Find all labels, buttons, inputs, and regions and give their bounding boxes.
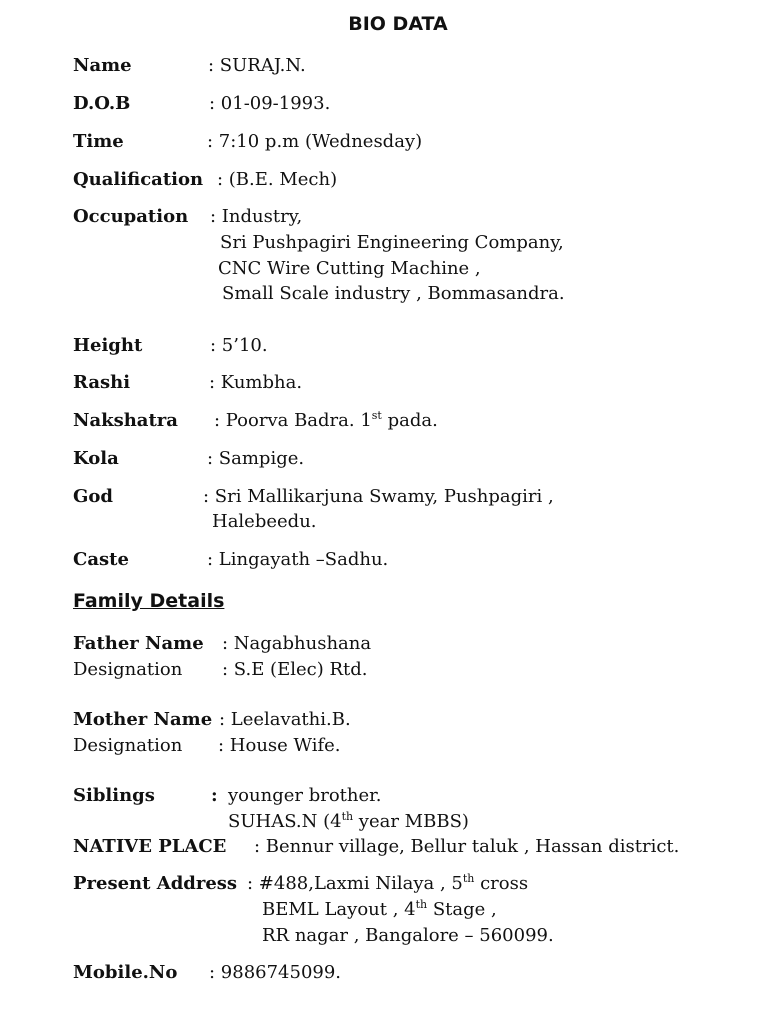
nakshatra-superscript: st bbox=[371, 409, 382, 422]
mobile-value: : 9886745099. bbox=[209, 962, 342, 983]
name-label: Name bbox=[73, 55, 132, 76]
occupation-line-4: Small Scale industry , Bommasandra. bbox=[222, 283, 565, 304]
mother-name-label: Mother Name bbox=[73, 709, 213, 730]
siblings-line-2-text: SUHAS.N (4 bbox=[228, 811, 342, 832]
siblings-line-2 bbox=[228, 811, 469, 833]
siblings-label: Siblings bbox=[73, 785, 155, 806]
name-value: : SURAJ.N. bbox=[208, 55, 306, 76]
occupation-line-3: CNC Wire Cutting Machine , bbox=[218, 258, 481, 279]
dob-value: : 01-09-1993. bbox=[209, 93, 331, 114]
father-name-label: Father Name bbox=[73, 633, 204, 654]
present-address-line-2-text: BEML Layout , 4 bbox=[262, 899, 416, 920]
rashi-value: : Kumbha. bbox=[209, 372, 303, 393]
present-address-line-1-superscript: th bbox=[462, 872, 475, 885]
caste-value: : Lingayath –Sadhu. bbox=[207, 549, 389, 570]
siblings-line-2-tail: year MBBS) bbox=[353, 811, 469, 832]
native-place-label: NATIVE PLACE bbox=[73, 836, 227, 857]
mother-designation-label: Designation bbox=[73, 735, 183, 756]
present-address-label: Present Address bbox=[73, 873, 238, 894]
dob-label: D.O.B bbox=[73, 93, 131, 114]
nakshatra-value bbox=[214, 410, 438, 432]
nakshatra-value-text: : Poorva Badra. 1 bbox=[214, 410, 372, 431]
siblings-superscript: th bbox=[341, 810, 354, 823]
present-address-line-3: RR nagar , Bangalore – 560099. bbox=[262, 925, 554, 946]
caste-label: Caste bbox=[73, 549, 129, 570]
qualification-value: : (B.E. Mech) bbox=[217, 169, 338, 190]
nakshatra-value-tail: pada. bbox=[381, 410, 438, 431]
present-address-line-1-text: : #488,Laxmi Nilaya , 5 bbox=[247, 873, 463, 894]
god-line-1: : Sri Mallikarjuna Swamy, Pushpagiri , bbox=[203, 486, 554, 507]
kola-value: : Sampige. bbox=[207, 448, 305, 469]
kola-label: Kola bbox=[73, 448, 119, 469]
height-label: Height bbox=[73, 335, 143, 356]
god-label: God bbox=[73, 486, 113, 507]
father-designation-label: Designation bbox=[73, 659, 183, 680]
god-line-2: Halebeedu. bbox=[212, 511, 317, 532]
height-value: : 5’10. bbox=[210, 335, 268, 356]
native-place-value: : Bennur village, Bellur taluk , Hassan district. bbox=[254, 836, 680, 857]
rashi-label: Rashi bbox=[73, 372, 131, 393]
father-name-value: : Nagabhushana bbox=[222, 633, 372, 654]
present-address-line-2 bbox=[262, 899, 497, 921]
occupation-label: Occupation bbox=[73, 206, 189, 227]
time-value: : 7:10 p.m (Wednesday) bbox=[207, 131, 423, 152]
siblings-colon: : bbox=[211, 785, 218, 806]
father-designation-value: : S.E (Elec) Rtd. bbox=[222, 659, 368, 680]
qualification-label: Qualification bbox=[73, 169, 204, 190]
mother-designation-value: : House Wife. bbox=[218, 735, 341, 756]
siblings-line-1: younger brother. bbox=[228, 785, 382, 806]
occupation-line-1: : Industry, bbox=[210, 206, 303, 227]
family-details-heading: Family Details bbox=[73, 590, 225, 612]
occupation-line-2: Sri Pushpagiri Engineering Company, bbox=[220, 232, 564, 253]
mobile-label: Mobile.No bbox=[73, 962, 178, 983]
mother-name-value: : Leelavathi.B. bbox=[219, 709, 351, 730]
nakshatra-label: Nakshatra bbox=[73, 410, 178, 431]
present-address-line-1 bbox=[247, 873, 528, 895]
time-label: Time bbox=[73, 131, 124, 152]
present-address-line-1-tail: cross bbox=[474, 873, 529, 894]
page-title: BIO DATA bbox=[348, 13, 448, 35]
present-address-line-2-tail: Stage , bbox=[427, 899, 497, 920]
present-address-line-2-superscript: th bbox=[415, 898, 428, 911]
